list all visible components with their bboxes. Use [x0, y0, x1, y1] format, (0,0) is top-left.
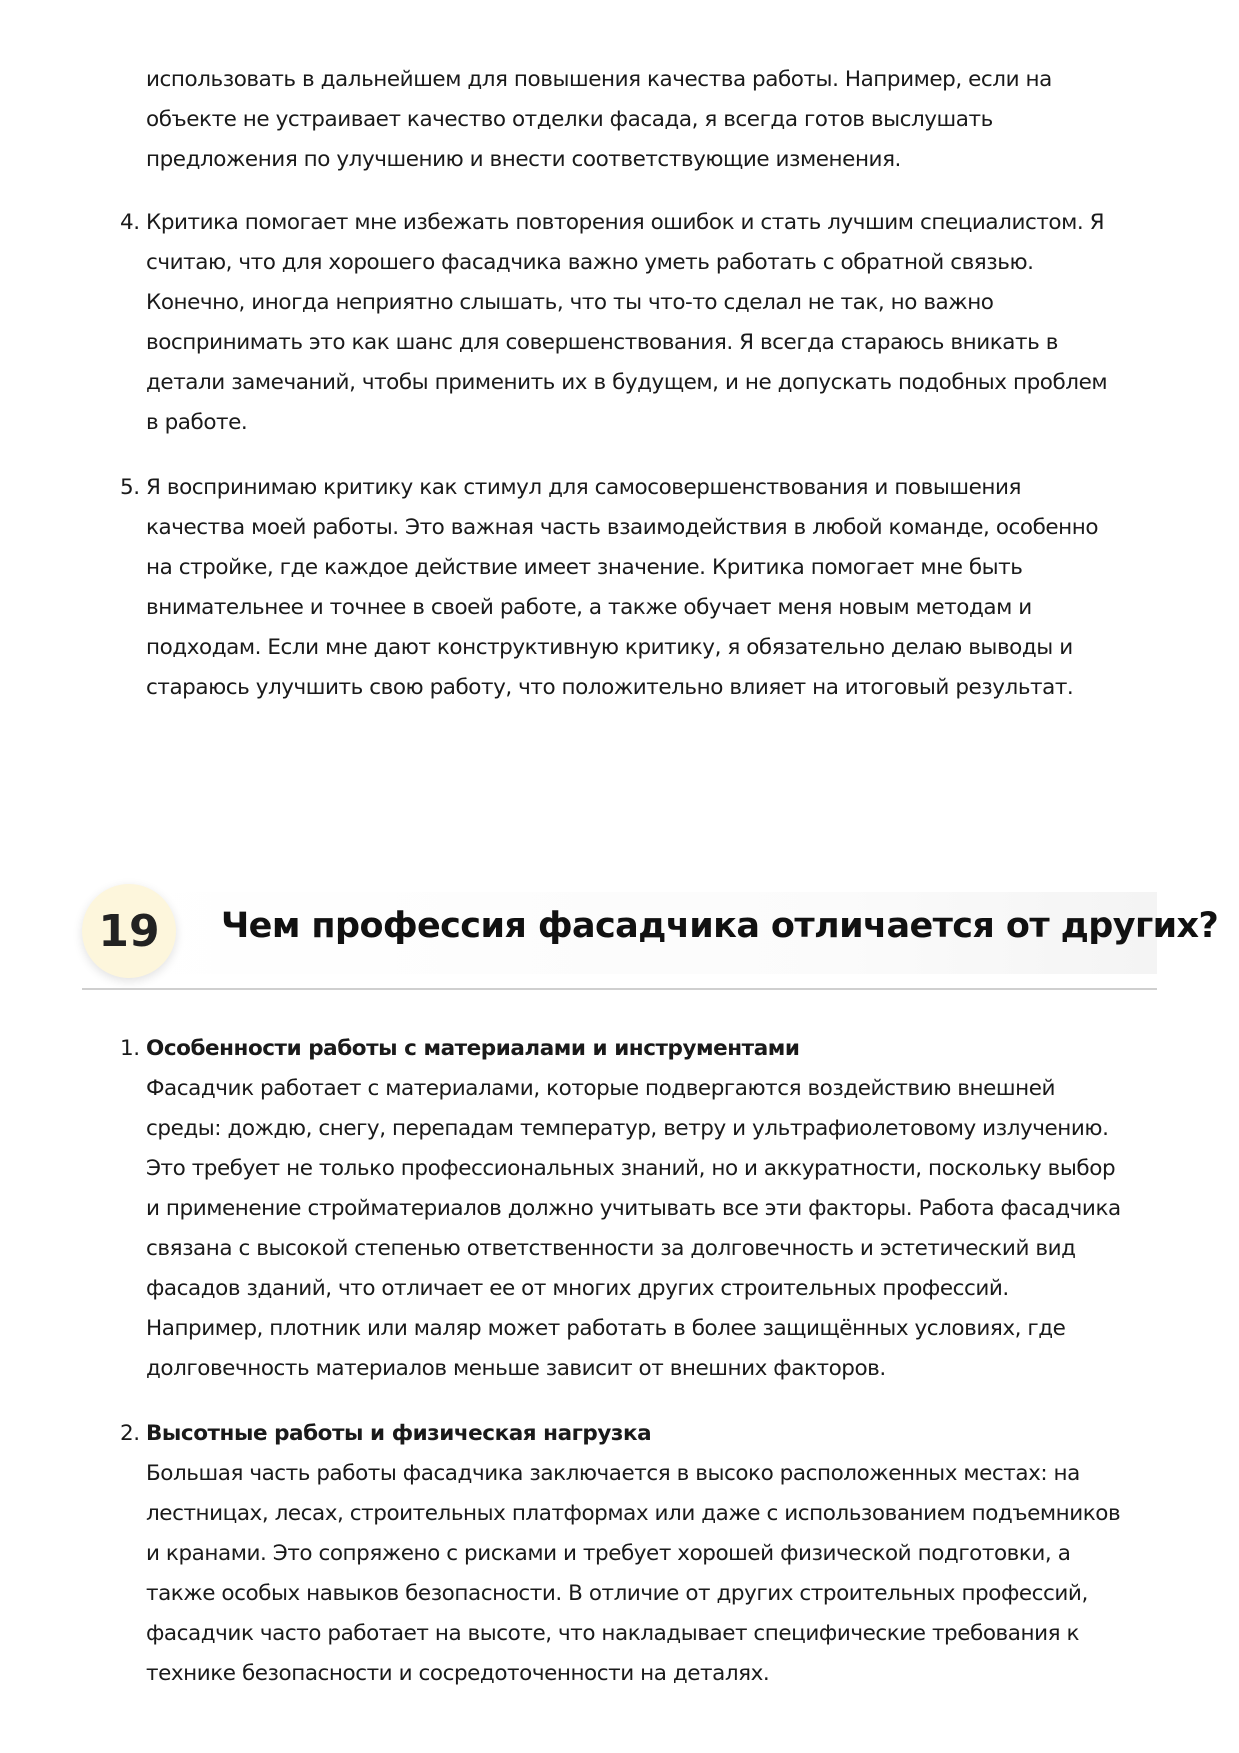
text-line: связана с высокой степенью ответственности за долговечность и эстетический вид [146, 1236, 1076, 1261]
text-line: Большая часть работы фасадчика заключается в высоко расположенных местах: на [146, 1461, 1080, 1486]
text-line: лестницах, лесах, строительных платформах или даже с использованием подъемников [146, 1501, 1121, 1526]
list-item-number: 2. [120, 1421, 140, 1446]
text-line: детали замечаний, чтобы применить их в будущем, и не допускать подобных проблем [146, 370, 1108, 395]
continuation-text [120, 60, 1160, 180]
list-item-title: Высотные работы и физическая нагрузка [146, 1421, 652, 1446]
list-item-text [120, 203, 1160, 443]
text-line: фасадчик часто работает на высоте, что накладывает специфические требования к [146, 1621, 1080, 1646]
list-item-4 [120, 203, 1160, 443]
text-line: объекте не устраивает качество отделки фасада, я всегда готов выслушать [146, 107, 993, 132]
text-line: внимательнее и точнее в своей работе, а также обучает меня новым методам и [146, 595, 1032, 620]
text-line: воспринимать это как шанс для совершенствования. Я всегда стараюсь вникать в [146, 330, 1058, 355]
text-line: также особых навыков безопасности. В отличие от других строительных профессий, [146, 1581, 1088, 1606]
list-item-text [120, 1414, 1160, 1694]
list-item-text [120, 1029, 1160, 1389]
section-divider [82, 988, 1157, 990]
text-line: на стройке, где каждое действие имеет значение. Критика помогает мне быть [146, 555, 1023, 580]
text-line: подходам. Если мне дают конструктивную критику, я обязательно делаю выводы и [146, 635, 1073, 660]
text-line: Например, плотник или маляр может работать в более защищённых условиях, где [146, 1316, 1066, 1341]
text-line: среды: дождю, снегу, перепадам температур, ветру и ультрафиолетовому излучению. [146, 1116, 1109, 1141]
list-item-continuation [120, 60, 1160, 180]
list-item-number: 1. [120, 1036, 140, 1061]
section-number-badge: 19 [82, 884, 176, 978]
text-line: и кранами. Это сопряжено с рисками и требует хорошей физической подготовки, а [146, 1541, 1071, 1566]
text-line: считаю, что для хорошего фасадчика важно уметь работать с обратной связью. [146, 250, 1034, 275]
section-title: Чем профессия фасадчика отличается от других? [221, 906, 1219, 946]
text-line: стараюсь улучшить свою работу, что положительно влияет на итоговый результат. [146, 675, 1074, 700]
section-header [82, 884, 1219, 990]
text-line: Фасадчик работает с материалами, которые подвергаются воздействию внешней [146, 1076, 1056, 1101]
text-line: и применение стройматериалов должно учитывать все эти факторы. Работа фасадчика [146, 1196, 1121, 1221]
text-line: использовать в дальнейшем для повышения качества работы. Например, если на [146, 67, 1052, 92]
text-line: долговечность материалов меньше зависит от внешних факторов. [146, 1356, 886, 1381]
list-item-number: 5. [120, 475, 140, 500]
section-list-item-1 [120, 1029, 1160, 1389]
text-line: фасадов зданий, что отличает ее от многих других строительных профессий. [146, 1276, 1009, 1301]
list-item-number: 4. [120, 210, 140, 235]
text-line: Это требует не только профессиональных знаний, но и аккуратности, поскольку выбор [146, 1156, 1116, 1181]
text-line: технике безопасности и сосредоточенности на деталях. [146, 1661, 770, 1686]
text-line: Я воспринимаю критику как стимул для самосовершенствования и повышения [146, 475, 1021, 500]
text-line: качества моей работы. Это важная часть взаимодействия в любой команде, особенно [146, 515, 1099, 540]
section-list-item-2 [120, 1414, 1160, 1694]
text-line: в работе. [146, 410, 248, 435]
text-line: Конечно, иногда неприятно слышать, что ты что-то сделал не так, но важно [146, 290, 994, 315]
text-line: предложения по улучшению и внести соответствующие изменения. [146, 147, 901, 172]
list-item-text [120, 468, 1160, 708]
list-item-5 [120, 468, 1160, 708]
text-line: Критика помогает мне избежать повторения ошибок и стать лучшим специалистом. Я [146, 210, 1105, 235]
list-item-title: Особенности работы с материалами и инструментами [146, 1036, 800, 1061]
